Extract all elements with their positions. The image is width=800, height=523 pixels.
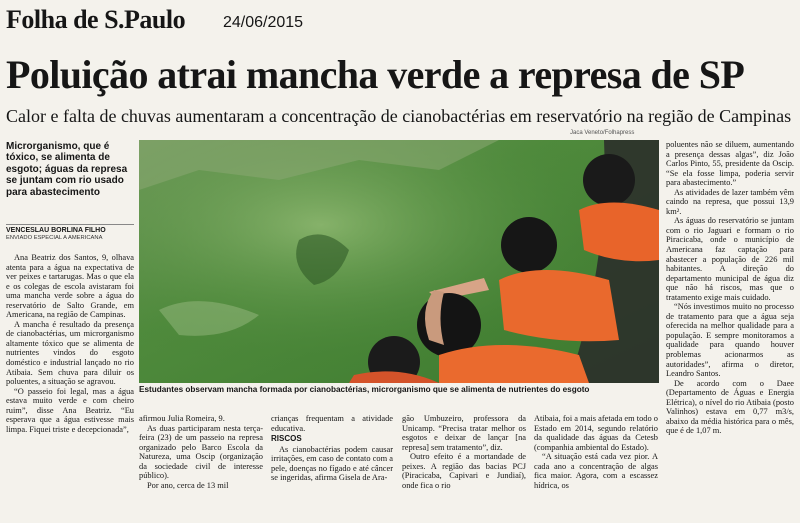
col5-para: Atibaia, foi a mais afetada em todo o Estado em 2014, segundo relatório da qualidade das águas da Cetesb (companhia ambiental do Estado). <box>534 414 658 452</box>
article-photo <box>139 140 659 383</box>
col2-para: As duas participaram nesta terça-feira (23) de um passeio na represa organizado pelo Barco Escola da Natureza, uma Oscip (organização da sociedade civil de interesse público). <box>139 423 263 481</box>
col6-para: “Nós investimos muito no processo de tratamento para que a água seja oferecida na melhor qualidade para a população. E sempre monitoramos a qualidade para quando houver problemas acionarmos as autoridades”, afirma o diretor, Leandro Santos. <box>666 302 794 379</box>
column-3 <box>271 414 393 519</box>
col2-para: Por ano, cerca de 13 mil <box>147 480 229 490</box>
byline-role: ENVIADO ESPECIAL A AMERICANA <box>6 235 103 241</box>
article-deck: Microrganismo, que é tóxico, se alimenta de esgoto; águas da represa se juntam com rio usado para abastecimento <box>6 141 128 198</box>
column-1 <box>6 253 134 519</box>
col4-para: Outro efeito é a mortandade de peixes. A região das bacias PCJ (Piracicaba, Capivari e Jundiaí), onde fica o rio <box>402 452 526 490</box>
byline-name: VENCESLAU BORLINA FILHO <box>6 227 106 234</box>
col5-para: “A situação está cada vez pior. A cada ano a concentração de algas fica maior. Agora, com a escassez hídrica, os <box>534 452 658 490</box>
col1-para: “O passeio foi legal, mas a água estava muito verde e com cheiro ruim”, disse Ana Beatriz. “Eu esperava que a água estivesse mais limpa. Fiquei triste e decepcionada”, <box>6 386 134 434</box>
section-heading: RISCOS <box>271 434 302 444</box>
col1-para: A mancha é resultado da presença de cianobactérias, um microrganismo altamente tóxico que se alimenta de nutrientes vindos do esgoto doméstico e industrial lançado no rio Atibaia. Sem chuva para diluir os poluentes, a situação se agravou. <box>6 319 134 387</box>
col6-para: As águas do reservatório se juntam com o rio Jaguari e formam o rio Piracicaba, onde o município de Americana faz captação para abastecer a população de 226 mil habitantes. A direção do departamento municipal de água diz que não há riscos, mas que o tratamento exige mais cuidado. <box>666 216 794 302</box>
col2-para: afirmou Julia Romeira, 9. <box>139 414 225 423</box>
col3-para: As cianobactérias podem causar irritações, em caso de contato com a pele, doenças no fígado e até câncer se ingeridas, afirma Gisela de Ara- <box>271 444 393 483</box>
headline: Poluição atrai mancha verde a represa de SP <box>6 52 745 97</box>
col6-para: De acordo com o Daee (Departamento de Águas e Energia Elétrica), o nível do rio Atibaia (posto Valinhos) estava em 0,77 m3/s, abaixo da média histórica para o mês, que é de 1,07 m. <box>666 378 794 436</box>
publication-date: 24/06/2015 <box>223 14 304 31</box>
byline-divider <box>6 224 134 225</box>
column-4 <box>402 414 526 519</box>
col6-para: As atividades de lazer também vêm caindo na represa, que possui 13,9 km². <box>666 187 794 216</box>
col4-para: gão Umbuzeiro, professora da Unicamp. “Precisa tratar melhor os esgotos e deixar de lançar [na represa] sem tratamento”, diz. <box>402 414 526 452</box>
column-5 <box>534 414 658 519</box>
photo-credit: Jaca Veneto/Folhapress <box>570 130 635 136</box>
photo-caption: Estudantes observam mancha formada por cianobactérias, microrganismo que se alimenta de nutrientes do esgoto <box>139 385 590 394</box>
photo-students-green-water <box>139 140 659 383</box>
subheadline: Calor e falta de chuvas aumentaram a concentração de cianobactérias em reservatório na região de Campinas <box>6 106 792 126</box>
col1-para: Ana Beatriz dos Santos, 9, olhava atenta para a água na expectativa de ver peixes e tartarugas. Mas o que ela e os colegas de escola avistaram foi uma mancha verde sobre a água do reservatório de Salto Grande, em Americana, na região de Campinas. <box>6 253 134 320</box>
column-2 <box>139 414 263 519</box>
col3-para: crianças frequentam a atividade educativa. <box>271 414 393 433</box>
newspaper-masthead: Folha de S.Paulo <box>6 5 186 34</box>
col6-para: poluentes não se diluem, aumentando a presença dessas algas”, diz João Carlos Pinto, 55, presidente da Oscip. “Se ela fosse limpa, poderia servir para abastecimento.” <box>666 140 794 188</box>
column-6 <box>666 140 794 519</box>
